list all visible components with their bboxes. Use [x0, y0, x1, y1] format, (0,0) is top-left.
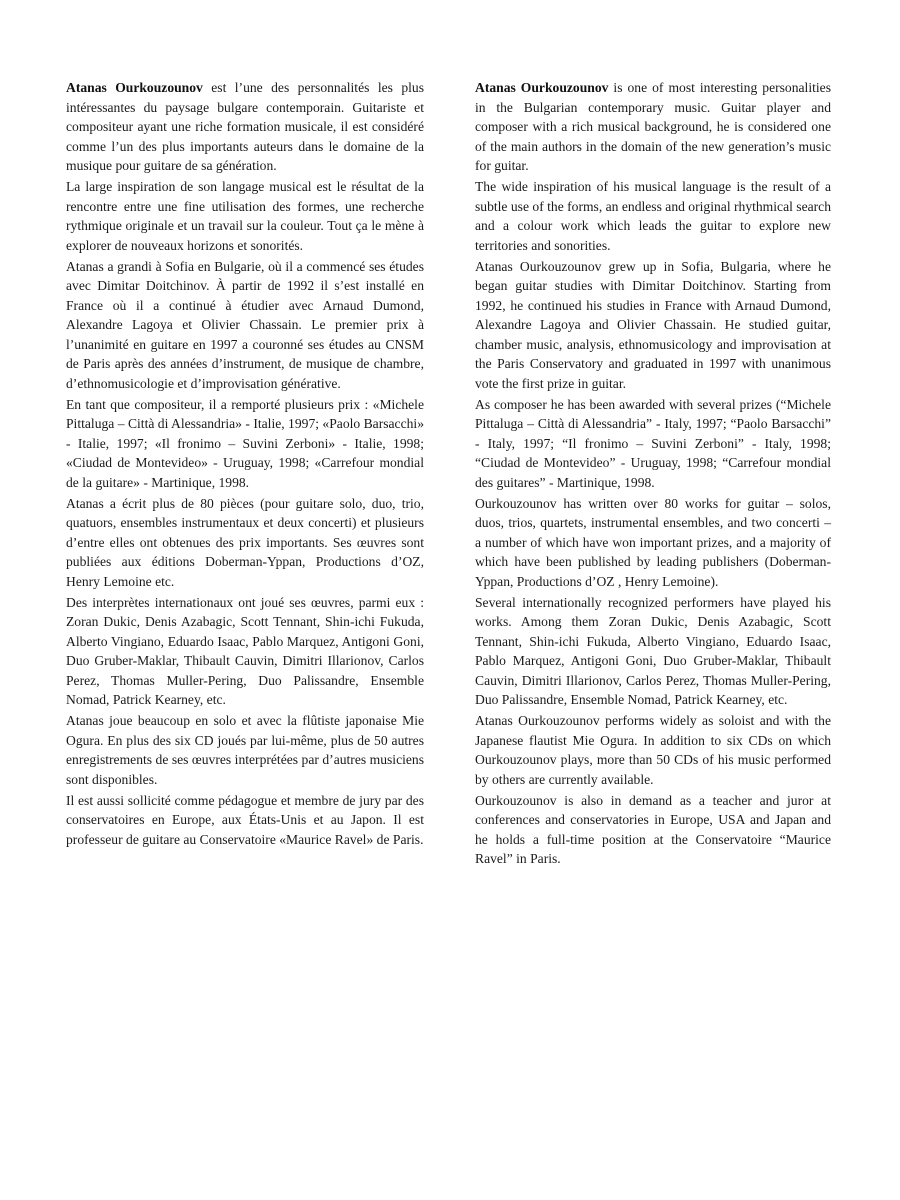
- french-paragraph-8: Il est aussi sollicité comme pédagogue et membre de jury par des conservatoires en Europe, aux États-Unis et au Japon. Il est professeur de guitare au Conservatoire «Maurice Ravel» de Paris.: [66, 792, 424, 847]
- english-paragraph-6: Several internationally recognized performers have played his works. Among them Zoran Dukic, Denis Azabagic, Scott Tennant, Shin-ichi Fukuda, Alberto Vingiano, Eduardo Isaac, Pablo Marquez, Antigoni Goni, Duo Gruber-Maklar, Thibault Cauvin, Dimitri Illarionov, Carlos Perez, Thomas Muller-Pering, Duo Palissandre, Ensemble Nomad, Patrick Kearney, etc.: [475, 594, 831, 707]
- french-biography-column: [66, 78, 424, 851]
- french-paragraph-1: [66, 78, 424, 176]
- french-paragraph-7: Atanas joue beaucoup en solo et avec la flûtiste japonaise Mie Ogura. En plus des six CD joués par lui-même, plus de 50 autres enregistrements de ses œuvres interprétées par d’autres musiciens sont disponibles.: [66, 713, 424, 787]
- english-paragraph-5: Ourkouzounov has written over 80 works for guitar – solos, duos, trios, quartets, instrumental ensembles, and two concerti – a number of which have won important prizes, and a majority of which have been published by leading publishers (Doberman-Yppan, Productions d’OZ , Henry Lemoine).: [475, 495, 831, 589]
- french-paragraph-6: Des interprètes internationaux ont joué ses œuvres, parmi eux : Zoran Dukic, Denis Azabagic, Scott Tennant, Shin-ichi Fukuda, Alberto Vingiano, Eduardo Isaac, Pablo Marquez, Antigoni Goni, Duo Gruber-Maklar, Thibault Cauvin, Dimitri Illarionov, Carlos Perez, Thomas Muller-Pering, Duo Palissandre, Ensemble Nomad, Patrick Kearney, etc.: [66, 594, 424, 707]
- french-paragraph-5: Atanas a écrit plus de 80 pièces (pour guitare solo, duo, trio, quatuors, ensembles instrumentaux et deux concerti) et plusieurs d’entre elles ont obtenues des prix importants. Ses œuvres sont publiées aux éditions Doberman-Yppan, Productions d’OZ, Henry Lemoine etc.: [66, 495, 424, 589]
- english-paragraph-1-text: is one of most interesting personalities in the Bulgarian contemporary music. Guitar player and composer with a rich musical background, he is considered one of the main authors in the domain of the new generation’s music for guitar.: [475, 80, 831, 173]
- french-paragraph-4: En tant que compositeur, il a remporté plusieurs prix : «Michele Pittaluga – Città di Alessandria» - Italie, 1997; «Paolo Barsacchi» - Italie, 1997; «Il fronimo – Suvini Zerboni» - Italie, 1998; «Ciudad de Montevideo» - Uruguay, 1998; «Carrefour mondial de la guitare» - Martinique, 1998.: [66, 396, 424, 490]
- french-lead-name: Atanas Ourkouzounov: [66, 80, 203, 95]
- english-paragraph-7: Atanas Ourkouzounov performs widely as soloist and with the Japanese flautist Mie Ogura. In addition to six CDs on which Ourkouzounov plays, more than 50 CDs of his music performed by others are currently available.: [475, 713, 831, 787]
- english-paragraph-4: As composer he has been awarded with several prizes (“Michele Pittaluga – Città di Alessandria” - Italy, 1997; “Paolo Barsacchi” - Italy, 1997; “Il fronimo – Suvini Zerboni” - Italy, 1998; “Ciudad de Montevideo” - Uruguay, 1998; “Carrefour mondial des guitares” - Martinique, 1998.: [475, 396, 831, 490]
- english-paragraph-1: [475, 78, 831, 176]
- english-paragraph-2: The wide inspiration of his musical language is the result of a subtle use of the forms, an endless and original rhythmical search and a colour work which leads the guitar to explore new territories and sonorities.: [475, 179, 831, 253]
- english-paragraph-3: Atanas Ourkouzounov grew up in Sofia, Bulgaria, where he began guitar studies with Dimitar Doitchinov. Starting from 1992, he continued his studies in France with Arnaud Dumond, Alexandre Lagoya and Olivier Chassain. He studied guitar, chamber music, analysis, ethnomusicology and improvisation at the Paris Conservatory and graduated in 1997 with unanimous vote the first prize in guitar.: [475, 258, 831, 391]
- french-paragraph-1-text: est l’une des personnalités les plus intéressantes du paysage bulgare contemporain. Guitariste et compositeur ayant une riche formation musicale, il est considéré comme l’un des plus importants auteurs dans le domaine de la musique pour guitare de sa génération.: [66, 80, 424, 173]
- english-biography-column: [475, 78, 831, 870]
- french-paragraph-3: Atanas a grandi à Sofia en Bulgarie, où il a commencé ses études avec Dimitar Doitchinov. À partir de 1992 il s’est installé en France où il a continué à étudier avec Arnaud Dumond, Alexandre Lagoya et Olivier Chassain. Le premier prix à l’unanimité en guitare en 1997 a couronné ses études au CNSM de Paris après des années d’instrument, de musique de chambre, d’ethnomusicologie et d’improvisation générative.: [66, 258, 424, 391]
- english-paragraph-8: Ourkouzounov is also in demand as a teacher and juror at conferences and conservatories in Europe, USA and Japan and he holds a full-time position at the Conservatoire “Maurice Ravel” in Paris.: [475, 792, 831, 866]
- english-lead-name: Atanas Ourkouzounov: [475, 80, 609, 95]
- french-paragraph-2: La large inspiration de son langage musical est le résultat de la rencontre entre une fine utilisation des formes, une recherche rythmique originale et un travail sur la couleur. Tout ça le mène à explorer de nouveaux horizons et sonorités.: [66, 179, 424, 253]
